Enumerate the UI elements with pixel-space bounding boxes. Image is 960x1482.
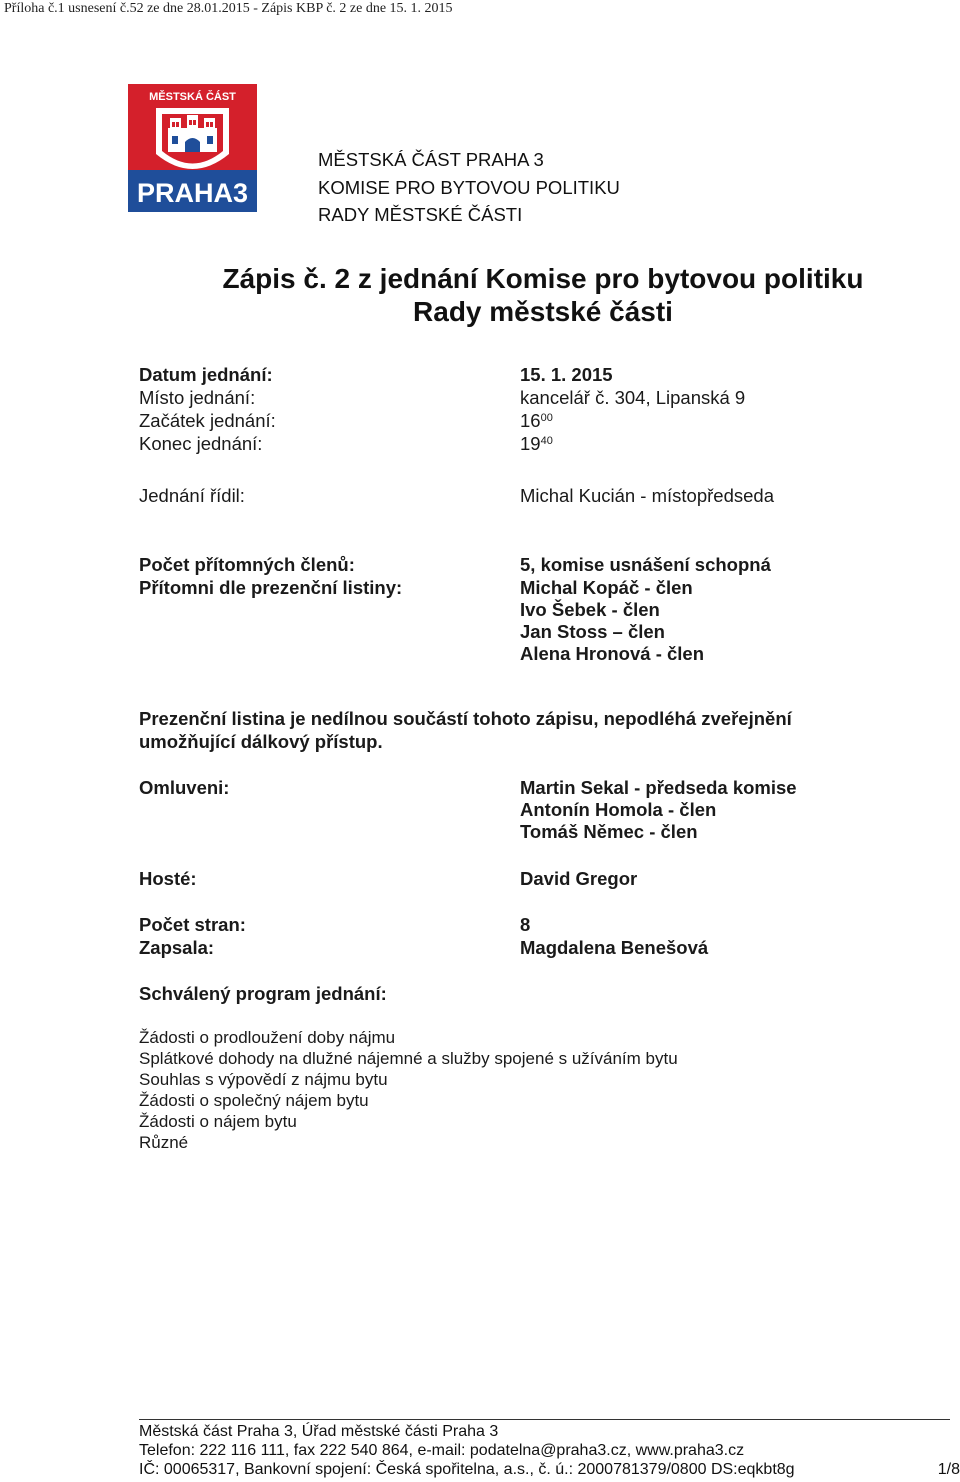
attendance-notice: Prezenční listina je nedílnou součástí tohoto zápisu, nepodléhá zveřejnění umožňující dálkový přístup. <box>139 708 792 752</box>
date-label: Datum jednání: <box>139 364 273 385</box>
footer-line-1: Městská část Praha 3, Úřad městské části Praha 3 <box>139 1423 499 1440</box>
footer-line-2: Telefon: 222 116 111, fax 222 540 864, e-mail: podatelna@praha3.cz, www.praha3.cz <box>139 1442 745 1459</box>
chair-label: Jednání řídil: <box>139 485 245 506</box>
date-value: 15. 1. 2015 <box>520 364 613 385</box>
org-line: MĚSTSKÁ ČÁST PRAHA 3 <box>318 149 544 170</box>
document-title <box>0 262 960 328</box>
pages-label: Počet stran: <box>139 914 246 935</box>
count-label: Počet přítomných členů: <box>139 554 355 575</box>
chair-value: Michal Kucián - místopředseda <box>520 485 774 506</box>
logo-top-text: MĚSTSKÁ ČÁST <box>149 91 236 103</box>
list-item: Jan Stoss – člen <box>520 621 665 642</box>
guests-value: David Gregor <box>520 868 638 889</box>
end-hour: 19 <box>520 433 541 454</box>
list-item: Žádosti o společný nájem bytu <box>139 1091 369 1110</box>
list-item: Žádosti o nájem bytu <box>139 1112 297 1131</box>
end-label: Konec jednání: <box>139 433 263 454</box>
recorder-value: Magdalena Benešová <box>520 937 709 958</box>
recorder-label: Zapsala: <box>139 937 215 958</box>
list-item: Tomáš Němec - člen <box>520 821 698 842</box>
list-item: Martin Sekal - předseda komise <box>520 777 797 798</box>
footer-divider <box>139 1419 950 1420</box>
end-minutes: 40 <box>540 435 553 447</box>
page-number: 1/8 <box>937 1461 960 1478</box>
header-note: Příloha č.1 usnesení č.52 ze dne 28.01.2015 - Zápis KBP č. 2 ze dne 15. 1. 2015 <box>4 1 453 16</box>
start-value <box>520 410 553 432</box>
list-item: Souhlas s výpovědí z nájmu bytu <box>139 1070 388 1089</box>
organization-block <box>318 146 620 229</box>
list-item: Michal Kopáč - člen <box>520 577 693 598</box>
end-value <box>520 433 553 455</box>
excused-label: Omluveni: <box>139 777 230 798</box>
list-item: Žádosti o prodloužení doby nájmu <box>139 1028 396 1047</box>
start-minutes: 00 <box>540 412 553 424</box>
list-item: Alena Hronová - člen <box>520 643 705 664</box>
program-list <box>139 1027 678 1153</box>
guests-label: Hosté: <box>139 868 197 889</box>
praha3-logo <box>128 84 257 212</box>
excused-list <box>520 777 797 843</box>
title-line: Zápis č. 2 z jednání Komise pro bytovou politiku <box>222 263 864 294</box>
start-hour: 16 <box>520 410 541 431</box>
page-footer <box>139 1422 960 1479</box>
list-item: Splátkové dohody na dlužné nájemné a služby spojené s užíváním bytu <box>139 1049 678 1068</box>
footer-line-3: IČ: 00065317, Bankovní spojení: Česká spořitelna, a.s., č. ú.: 2000781379/0800 DS:eqkbt8g <box>139 1461 795 1478</box>
logo-bottom-text: PRAHA3 <box>136 178 249 208</box>
program-heading: Schválený program jednání: <box>139 983 387 1004</box>
org-line: RADY MĚSTSKÉ ČÁSTI <box>318 204 523 225</box>
list-item: Ivo Šebek - člen <box>520 599 660 620</box>
place-label: Místo jednání: <box>139 387 256 408</box>
list-item: Různé <box>139 1133 189 1152</box>
count-value: 5, komise usnášení schopná <box>520 554 771 575</box>
place-value: kancelář č. 304, Lipanská 9 <box>520 387 746 408</box>
start-label: Začátek jednání: <box>139 410 276 431</box>
present-list <box>520 577 704 665</box>
pages-value: 8 <box>520 914 531 935</box>
list-item: Antonín Homola - člen <box>520 799 717 820</box>
org-line: KOMISE PRO BYTOVOU POLITIKU <box>318 176 620 198</box>
present-label: Přítomni dle prezenční listiny: <box>139 577 403 598</box>
title-line: Rady městské části <box>413 296 673 327</box>
